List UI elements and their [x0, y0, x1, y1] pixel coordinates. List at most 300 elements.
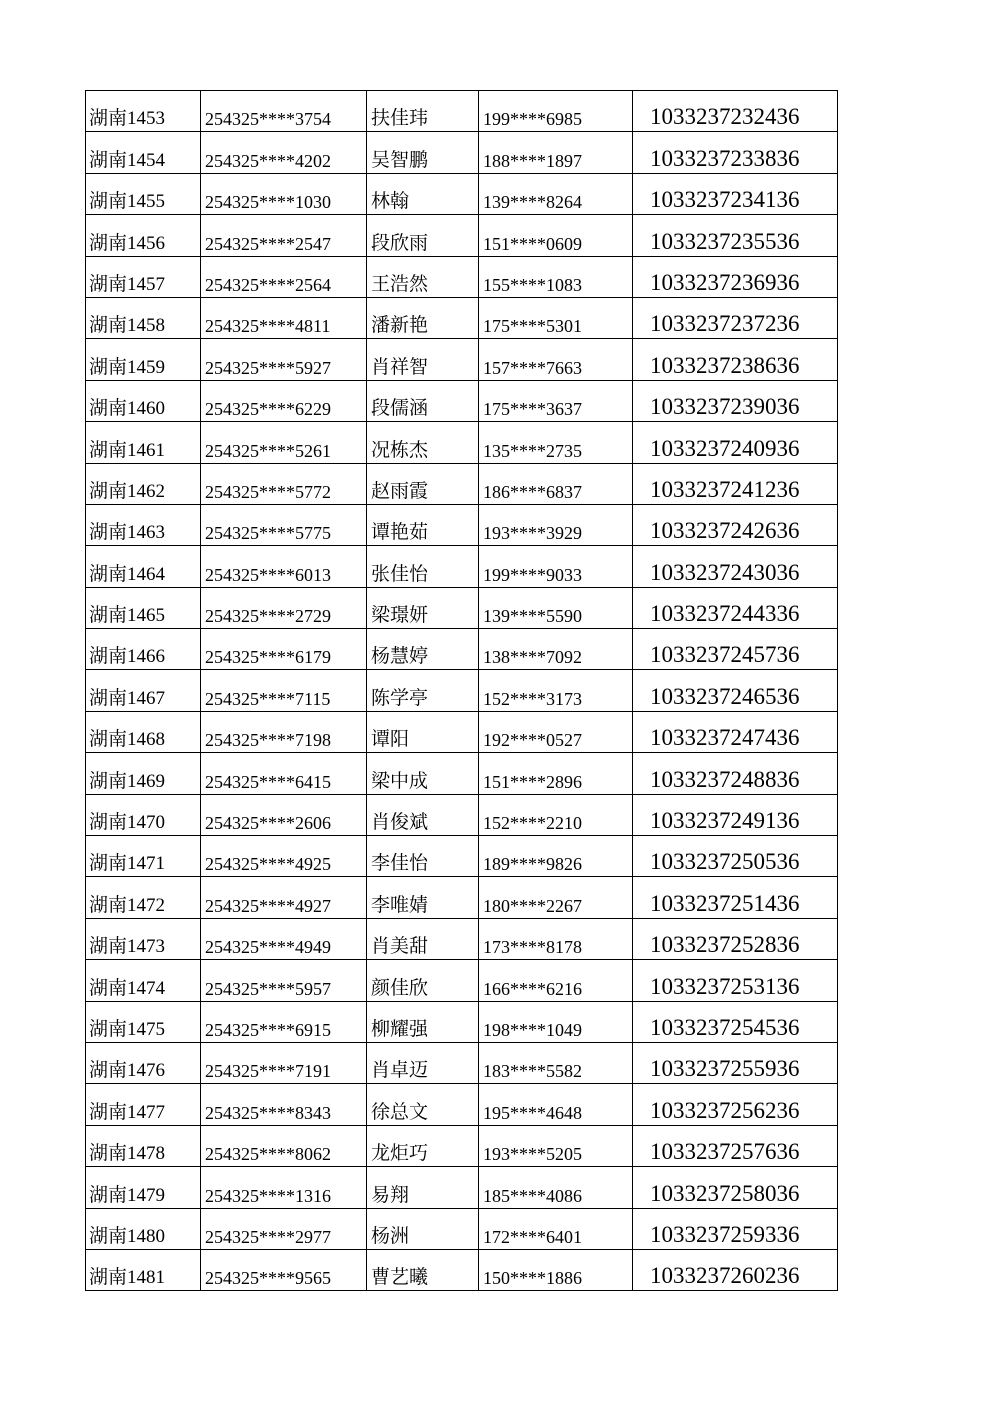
- table-row: [86, 1001, 838, 1042]
- cell-serial-number: [633, 1125, 838, 1166]
- cell-code-text: 湖南1476: [89, 1060, 166, 1082]
- cell-id-number-text: 254325****6915: [205, 1019, 331, 1040]
- cell-code-text: 湖南1468: [89, 729, 166, 751]
- cell-name-text: 赵雨霞: [371, 480, 429, 502]
- cell-code: [86, 132, 201, 173]
- cell-code: [86, 422, 201, 463]
- cell-serial-number-text: 1033237248836: [650, 766, 800, 792]
- cell-code-text: 湖南1469: [89, 770, 166, 792]
- table-row: [86, 422, 838, 463]
- cell-name-text: 吴智鹏: [371, 149, 429, 171]
- cell-name-text: 杨洲: [371, 1225, 410, 1247]
- cell-name-text: 易翔: [371, 1184, 410, 1206]
- cell-serial-number-text: 1033237244336: [650, 601, 800, 627]
- cell-phone-text: 166****6216: [483, 978, 582, 999]
- cell-serial-number: [633, 422, 838, 463]
- cell-id-number: [201, 1249, 367, 1290]
- cell-phone: [479, 629, 633, 670]
- cell-id-number-text: 254325****7198: [205, 730, 331, 751]
- cell-phone: [479, 546, 633, 587]
- cell-id-number: [201, 711, 367, 752]
- cell-id-number: [201, 173, 367, 214]
- cell-id-number-text: 254325****2977: [205, 1226, 331, 1247]
- cell-phone: [479, 339, 633, 380]
- cell-phone-text: 193****5205: [483, 1144, 582, 1165]
- cell-serial-number-text: 1033237240936: [650, 435, 800, 461]
- table-row: [86, 587, 838, 628]
- cell-phone: [479, 1084, 633, 1125]
- cell-code-text: 湖南1457: [89, 273, 166, 295]
- cell-code: [86, 297, 201, 338]
- cell-id-number: [201, 546, 367, 587]
- cell-serial-number-text: 1033237252836: [650, 932, 800, 958]
- cell-id-number-text: 254325****1030: [205, 192, 331, 213]
- cell-name-text: 潘新艳: [371, 315, 429, 337]
- table-row: [86, 91, 838, 132]
- cell-serial-number: [633, 463, 838, 504]
- cell-code-text: 湖南1464: [89, 563, 166, 585]
- cell-name-text: 肖俊斌: [371, 812, 429, 834]
- cell-name: [367, 1084, 479, 1125]
- cell-phone-text: 139****8264: [483, 192, 582, 213]
- cell-name: [367, 1125, 479, 1166]
- cell-serial-number: [633, 132, 838, 173]
- cell-serial-number-text: 1033237251436: [650, 890, 800, 916]
- cell-serial-number: [633, 711, 838, 752]
- cell-name: [367, 587, 479, 628]
- cell-name-text: 李佳怡: [371, 853, 429, 875]
- cell-serial-number-text: 1033237247436: [650, 725, 800, 751]
- cell-serial-number: [633, 1001, 838, 1042]
- cell-name: [367, 629, 479, 670]
- cell-phone: [479, 1167, 633, 1208]
- table-row: [86, 504, 838, 545]
- cell-phone-text: 193****3929: [483, 523, 582, 544]
- cell-serial-number: [633, 836, 838, 877]
- table-row: [86, 463, 838, 504]
- cell-id-number: [201, 215, 367, 256]
- cell-phone-text: 189****9826: [483, 854, 582, 875]
- table-row: [86, 877, 838, 918]
- cell-code-text: 湖南1459: [89, 356, 166, 378]
- cell-name-text: 段欣雨: [371, 232, 429, 254]
- cell-id-number: [201, 1084, 367, 1125]
- cell-code-text: 湖南1460: [89, 398, 166, 420]
- cell-phone: [479, 918, 633, 959]
- cell-serial-number-text: 1033237236936: [650, 269, 800, 295]
- cell-phone-text: 152****2210: [483, 813, 582, 834]
- cell-phone: [479, 132, 633, 173]
- cell-code: [86, 1084, 201, 1125]
- cell-phone: [479, 794, 633, 835]
- cell-name: [367, 877, 479, 918]
- cell-id-number-text: 254325****4927: [205, 895, 331, 916]
- cell-id-number: [201, 1125, 367, 1166]
- cell-phone: [479, 587, 633, 628]
- table-row: [86, 794, 838, 835]
- cell-name: [367, 918, 479, 959]
- cell-phone-text: 151****2896: [483, 771, 582, 792]
- cell-id-number-text: 254325****6179: [205, 647, 331, 668]
- cell-serial-number-text: 1033237254536: [650, 1014, 800, 1040]
- cell-id-number: [201, 504, 367, 545]
- cell-name: [367, 1249, 479, 1290]
- cell-id-number-text: 254325****5772: [205, 481, 331, 502]
- cell-phone-text: 180****2267: [483, 895, 582, 916]
- cell-phone: [479, 422, 633, 463]
- cell-name-text: 龙炬巧: [371, 1143, 429, 1165]
- cell-phone: [479, 1125, 633, 1166]
- cell-name: [367, 960, 479, 1001]
- cell-code-text: 湖南1461: [89, 439, 166, 461]
- cell-id-number: [201, 918, 367, 959]
- cell-code-text: 湖南1453: [89, 108, 166, 130]
- cell-code: [86, 256, 201, 297]
- cell-serial-number: [633, 960, 838, 1001]
- cell-code: [86, 504, 201, 545]
- cell-phone-text: 186****6837: [483, 481, 582, 502]
- cell-id-number-text: 254325****4949: [205, 937, 331, 958]
- cell-phone: [479, 960, 633, 1001]
- cell-id-number: [201, 256, 367, 297]
- cell-id-number: [201, 463, 367, 504]
- table-row: [86, 173, 838, 214]
- cell-phone-text: 185****4086: [483, 1185, 582, 1206]
- cell-code-text: 湖南1475: [89, 1018, 166, 1040]
- cell-code-text: 湖南1458: [89, 315, 166, 337]
- cell-name: [367, 256, 479, 297]
- cell-id-number-text: 254325****8062: [205, 1144, 331, 1165]
- cell-phone: [479, 1001, 633, 1042]
- cell-code: [86, 1249, 201, 1290]
- cell-id-number-text: 254325****4202: [205, 150, 331, 171]
- cell-id-number: [201, 1042, 367, 1083]
- cell-id-number: [201, 1208, 367, 1249]
- cell-code: [86, 918, 201, 959]
- cell-name-text: 李唯婧: [371, 894, 429, 916]
- cell-serial-number: [633, 1208, 838, 1249]
- cell-name-text: 梁璟妍: [371, 605, 429, 627]
- cell-name: [367, 794, 479, 835]
- cell-serial-number: [633, 794, 838, 835]
- cell-name-text: 梁中成: [371, 770, 429, 792]
- cell-id-number: [201, 753, 367, 794]
- cell-phone-text: 195****4648: [483, 1102, 582, 1123]
- cell-code: [86, 1167, 201, 1208]
- table-row: [86, 918, 838, 959]
- cell-phone: [479, 877, 633, 918]
- cell-id-number-text: 254325****4811: [205, 316, 331, 337]
- cell-serial-number-text: 1033237233836: [650, 145, 800, 171]
- cell-code: [86, 794, 201, 835]
- cell-name: [367, 173, 479, 214]
- table-row: [86, 1042, 838, 1083]
- cell-code-text: 湖南1455: [89, 191, 166, 213]
- cell-id-number: [201, 91, 367, 132]
- cell-id-number: [201, 297, 367, 338]
- cell-id-number-text: 254325****8343: [205, 1102, 331, 1123]
- cell-name-text: 陈学亭: [371, 687, 429, 709]
- table-row: [86, 670, 838, 711]
- cell-id-number-text: 254325****1316: [205, 1185, 331, 1206]
- cell-code-text: 湖南1467: [89, 687, 166, 709]
- cell-name-text: 杨慧婷: [371, 646, 429, 668]
- cell-phone: [479, 463, 633, 504]
- cell-code-text: 湖南1473: [89, 936, 166, 958]
- cell-serial-number-text: 1033237249136: [650, 808, 800, 834]
- table-row: [86, 546, 838, 587]
- cell-serial-number-text: 1033237260236: [650, 1263, 800, 1289]
- cell-phone: [479, 256, 633, 297]
- table-row: [86, 836, 838, 877]
- cell-code: [86, 380, 201, 421]
- cell-name-text: 谭艳茹: [371, 522, 429, 544]
- cell-code: [86, 339, 201, 380]
- cell-name-text: 肖祥智: [371, 356, 429, 378]
- cell-serial-number: [633, 877, 838, 918]
- cell-id-number: [201, 587, 367, 628]
- cell-id-number-text: 254325****6415: [205, 771, 331, 792]
- cell-id-number-text: 254325****6229: [205, 399, 331, 420]
- cell-name: [367, 546, 479, 587]
- cell-name-text: 肖美甜: [371, 936, 429, 958]
- cell-code-text: 湖南1456: [89, 232, 166, 254]
- records-table-body: [86, 91, 838, 1291]
- cell-id-number-text: 254325****9565: [205, 1268, 331, 1289]
- cell-name-text: 肖卓迈: [371, 1060, 429, 1082]
- cell-code: [86, 1042, 201, 1083]
- cell-name-text: 曹艺曦: [371, 1267, 429, 1289]
- table-row: [86, 1167, 838, 1208]
- cell-serial-number-text: 1033237242636: [650, 518, 800, 544]
- cell-code-text: 湖南1465: [89, 605, 166, 627]
- cell-serial-number: [633, 91, 838, 132]
- cell-serial-number-text: 1033237245736: [650, 642, 800, 668]
- cell-code-text: 湖南1478: [89, 1143, 166, 1165]
- table-row: [86, 753, 838, 794]
- cell-id-number: [201, 339, 367, 380]
- cell-code: [86, 463, 201, 504]
- cell-phone: [479, 1249, 633, 1290]
- cell-code: [86, 215, 201, 256]
- cell-name: [367, 463, 479, 504]
- cell-serial-number-text: 1033237253136: [650, 973, 800, 999]
- table-row: [86, 297, 838, 338]
- table-row: [86, 339, 838, 380]
- table-row: [86, 1249, 838, 1290]
- cell-id-number-text: 254325****7191: [205, 1061, 331, 1082]
- cell-id-number-text: 254325****5927: [205, 357, 331, 378]
- cell-phone: [479, 380, 633, 421]
- cell-phone-text: 172****6401: [483, 1226, 582, 1247]
- cell-code: [86, 546, 201, 587]
- table-row: [86, 215, 838, 256]
- cell-name: [367, 91, 479, 132]
- cell-phone-text: 138****7092: [483, 647, 582, 668]
- cell-name-text: 张佳怡: [371, 563, 429, 585]
- cell-name: [367, 1042, 479, 1083]
- cell-code-text: 湖南1462: [89, 480, 166, 502]
- table-row: [86, 1125, 838, 1166]
- cell-code: [86, 91, 201, 132]
- cell-phone-text: 150****1886: [483, 1268, 582, 1289]
- cell-code: [86, 836, 201, 877]
- cell-id-number-text: 254325****2606: [205, 813, 331, 834]
- cell-id-number-text: 254325****5775: [205, 523, 331, 544]
- cell-id-number: [201, 670, 367, 711]
- cell-phone: [479, 504, 633, 545]
- cell-id-number: [201, 380, 367, 421]
- cell-name: [367, 380, 479, 421]
- cell-name: [367, 422, 479, 463]
- cell-phone-text: 151****0609: [483, 233, 582, 254]
- cell-id-number: [201, 794, 367, 835]
- cell-code: [86, 629, 201, 670]
- table-row: [86, 380, 838, 421]
- cell-id-number: [201, 877, 367, 918]
- cell-serial-number-text: 1033237235536: [650, 228, 800, 254]
- cell-serial-number: [633, 339, 838, 380]
- cell-serial-number: [633, 546, 838, 587]
- cell-phone-text: 199****9033: [483, 564, 582, 585]
- cell-name: [367, 670, 479, 711]
- cell-phone-text: 152****3173: [483, 688, 582, 709]
- cell-code: [86, 173, 201, 214]
- cell-serial-number: [633, 753, 838, 794]
- cell-serial-number-text: 1033237238636: [650, 352, 800, 378]
- cell-phone-text: 192****0527: [483, 730, 582, 751]
- cell-serial-number-text: 1033237257636: [650, 1139, 800, 1165]
- cell-name-text: 颜佳欣: [371, 977, 429, 999]
- cell-serial-number: [633, 1167, 838, 1208]
- cell-phone: [479, 836, 633, 877]
- cell-id-number-text: 254325****3754: [205, 109, 331, 130]
- cell-code: [86, 877, 201, 918]
- cell-id-number-text: 254325****2729: [205, 606, 331, 627]
- cell-name: [367, 836, 479, 877]
- cell-serial-number-text: 1033237246536: [650, 683, 800, 709]
- cell-serial-number: [633, 504, 838, 545]
- cell-code-text: 湖南1470: [89, 812, 166, 834]
- cell-phone-text: 157****7663: [483, 357, 582, 378]
- cell-name: [367, 1208, 479, 1249]
- cell-serial-number: [633, 1249, 838, 1290]
- cell-id-number: [201, 422, 367, 463]
- cell-serial-number-text: 1033237255936: [650, 1056, 800, 1082]
- cell-serial-number: [633, 1084, 838, 1125]
- cell-code-text: 湖南1454: [89, 149, 166, 171]
- cell-serial-number-text: 1033237239036: [650, 394, 800, 420]
- cell-phone-text: 173****8178: [483, 937, 582, 958]
- table-row: [86, 711, 838, 752]
- cell-name-text: 况栋杰: [371, 439, 429, 461]
- cell-id-number: [201, 960, 367, 1001]
- cell-phone-text: 198****1049: [483, 1019, 582, 1040]
- cell-code: [86, 1001, 201, 1042]
- cell-phone: [479, 297, 633, 338]
- cell-id-number-text: 254325****5957: [205, 978, 331, 999]
- cell-code: [86, 711, 201, 752]
- cell-name-text: 王浩然: [371, 273, 429, 295]
- table-row: [86, 1084, 838, 1125]
- table-row: [86, 132, 838, 173]
- cell-name: [367, 753, 479, 794]
- cell-name-text: 柳耀强: [371, 1018, 429, 1040]
- cell-name: [367, 1001, 479, 1042]
- cell-code-text: 湖南1471: [89, 853, 166, 875]
- cell-id-number: [201, 629, 367, 670]
- cell-phone-text: 199****6985: [483, 109, 582, 130]
- cell-code: [86, 1208, 201, 1249]
- cell-code: [86, 960, 201, 1001]
- cell-phone-text: 135****2735: [483, 440, 582, 461]
- cell-name: [367, 711, 479, 752]
- cell-code: [86, 753, 201, 794]
- table-row: [86, 256, 838, 297]
- cell-id-number: [201, 1167, 367, 1208]
- cell-serial-number-text: 1033237237236: [650, 311, 800, 337]
- cell-phone: [479, 1042, 633, 1083]
- cell-id-number: [201, 132, 367, 173]
- cell-name: [367, 215, 479, 256]
- cell-code-text: 湖南1479: [89, 1184, 166, 1206]
- cell-id-number-text: 254325****4925: [205, 854, 331, 875]
- cell-name-text: 林翰: [371, 191, 410, 213]
- cell-id-number-text: 254325****2564: [205, 274, 331, 295]
- cell-id-number-text: 254325****5261: [205, 440, 331, 461]
- cell-serial-number-text: 1033237259336: [650, 1221, 800, 1247]
- cell-code: [86, 1125, 201, 1166]
- cell-name-text: 扶佳玮: [371, 108, 429, 130]
- cell-code-text: 湖南1472: [89, 894, 166, 916]
- cell-id-number-text: 254325****2547: [205, 233, 331, 254]
- cell-code: [86, 587, 201, 628]
- cell-code-text: 湖南1480: [89, 1225, 166, 1247]
- cell-serial-number: [633, 297, 838, 338]
- cell-serial-number-text: 1033237232436: [650, 104, 800, 130]
- cell-code: [86, 670, 201, 711]
- cell-name-text: 谭阳: [371, 729, 410, 751]
- cell-phone-text: 188****1897: [483, 150, 582, 171]
- cell-serial-number: [633, 1042, 838, 1083]
- cell-serial-number-text: 1033237256236: [650, 1097, 800, 1123]
- cell-serial-number-text: 1033237250536: [650, 849, 800, 875]
- table-row: [86, 960, 838, 1001]
- cell-serial-number: [633, 670, 838, 711]
- cell-name: [367, 504, 479, 545]
- cell-code-text: 湖南1463: [89, 522, 166, 544]
- cell-code-text: 湖南1477: [89, 1101, 166, 1123]
- cell-phone: [479, 711, 633, 752]
- cell-phone-text: 175****5301: [483, 316, 582, 337]
- cell-phone-text: 175****3637: [483, 399, 582, 420]
- cell-name: [367, 1167, 479, 1208]
- cell-id-number: [201, 836, 367, 877]
- table-row: [86, 629, 838, 670]
- cell-name: [367, 297, 479, 338]
- cell-serial-number-text: 1033237243036: [650, 559, 800, 585]
- cell-phone: [479, 215, 633, 256]
- cell-id-number-text: 254325****6013: [205, 564, 331, 585]
- cell-phone-text: 183****5582: [483, 1061, 582, 1082]
- cell-phone: [479, 91, 633, 132]
- cell-serial-number: [633, 918, 838, 959]
- cell-serial-number: [633, 587, 838, 628]
- cell-name-text: 段儒涵: [371, 398, 429, 420]
- cell-serial-number-text: 1033237241236: [650, 476, 800, 502]
- records-table: [85, 90, 838, 1291]
- cell-serial-number-text: 1033237258036: [650, 1180, 800, 1206]
